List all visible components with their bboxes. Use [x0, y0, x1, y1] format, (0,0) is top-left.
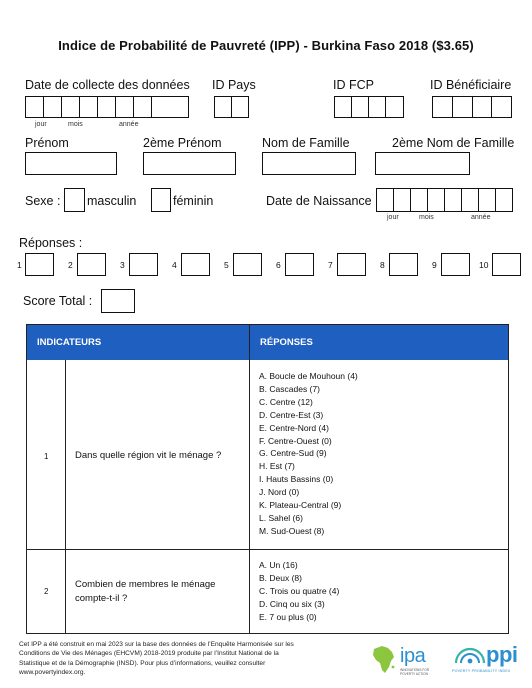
- header-indicateurs: INDICATEURS: [37, 337, 102, 348]
- response-number: 3: [120, 260, 125, 270]
- question-line: Combien de membres le ménage: [75, 579, 216, 590]
- score-total-label: Score Total :: [23, 294, 93, 308]
- option-item[interactable]: H. Est (7): [259, 461, 295, 472]
- feminin-label: féminin: [173, 194, 214, 208]
- nom-field[interactable]: [262, 152, 356, 175]
- nom2-label: 2ème Nom de Famille: [392, 136, 515, 150]
- option-item[interactable]: C. Trois ou quatre (4): [259, 585, 340, 596]
- option-item[interactable]: G. Centre-Sud (9): [259, 448, 327, 459]
- jour-sublabel: jour: [35, 121, 47, 128]
- option-item[interactable]: A. Un (16): [259, 560, 298, 570]
- feminin-checkbox[interactable]: [151, 188, 171, 212]
- response-number: 8: [380, 260, 385, 270]
- option-item[interactable]: D. Centre-Est (3): [259, 409, 324, 420]
- indicators-table: [26, 324, 509, 634]
- response-box-10[interactable]: [492, 253, 521, 276]
- id-beneficiaire-label: ID Bénéficiaire: [430, 78, 512, 92]
- row-number: 1: [44, 452, 49, 461]
- annee-sublabel: année: [119, 121, 139, 128]
- ipa-tagline: INNOVATIONS FOR POVERTY ACTION: [400, 668, 430, 676]
- reponses-label: Réponses :: [19, 236, 83, 250]
- response-box-3[interactable]: [129, 253, 158, 276]
- response-number: 10: [479, 260, 489, 270]
- id-beneficiaire-field[interactable]: [432, 96, 512, 118]
- footer-line: Statistique et de la Démographie (INSD). Pour plus d’informations, veuillez consulter: [19, 659, 266, 667]
- row-divider: [27, 549, 508, 550]
- ppi-arc-icon: [452, 645, 488, 667]
- option-item[interactable]: F. Centre-Ouest (0): [259, 435, 332, 446]
- response-box-4[interactable]: [181, 253, 210, 276]
- id-fcp-label: ID FCP: [333, 78, 374, 92]
- question-text: [75, 578, 215, 606]
- response-number: 1: [17, 260, 22, 270]
- masculin-label: masculin: [87, 194, 137, 208]
- nom2-field[interactable]: [375, 152, 470, 175]
- options-list: [259, 370, 358, 538]
- column-divider: [249, 325, 250, 633]
- response-number: 7: [328, 260, 333, 270]
- response-box-9[interactable]: [441, 253, 470, 276]
- response-number: 4: [172, 260, 177, 270]
- response-box-6[interactable]: [285, 253, 314, 276]
- option-item[interactable]: B. Deux (8): [259, 572, 302, 583]
- id-pays-field[interactable]: [214, 96, 249, 118]
- footer-line: Conditions de Vie des Ménages (EHCVM) 2018-2019 produite par l’Institut National de la: [19, 650, 279, 658]
- ppi-wordmark: ppi: [486, 642, 518, 667]
- question-line: compte-t-il ?: [75, 593, 128, 604]
- row-number: 2: [44, 587, 49, 596]
- response-box-7[interactable]: [337, 253, 366, 276]
- header-reponses: RÉPONSES: [260, 337, 313, 348]
- naissance-annee-sublabel: année: [471, 214, 491, 221]
- response-number: 5: [224, 260, 229, 270]
- prenom2-field[interactable]: [143, 152, 236, 175]
- option-item[interactable]: B. Cascades (7): [259, 383, 320, 394]
- score-total-field[interactable]: [101, 289, 135, 313]
- page-title: Indice de Probabilité de Pauvreté (IPP) - Burkina Faso 2018 ($3.65): [58, 38, 474, 53]
- masculin-checkbox[interactable]: [64, 188, 85, 212]
- date-collecte-field[interactable]: [25, 96, 189, 118]
- naissance-mois-sublabel: mois: [419, 214, 434, 221]
- mois-sublabel: mois: [68, 121, 83, 128]
- option-item[interactable]: L. Sahel (6): [259, 512, 303, 523]
- response-box-2[interactable]: [77, 253, 106, 276]
- option-item[interactable]: E. 7 ou plus (0): [259, 611, 317, 622]
- number-column-divider: [65, 360, 66, 633]
- response-box-1[interactable]: [25, 253, 54, 276]
- date-collecte-label: Date de collecte des données: [25, 78, 190, 92]
- prenom-field[interactable]: [25, 152, 117, 175]
- footer-line: Cet IPP a été construit en mai 2023 sur la base des données de l’Enquête Harmonisée sur les: [19, 641, 294, 648]
- option-item[interactable]: K. Plateau-Central (9): [259, 500, 342, 511]
- response-number: 9: [432, 260, 437, 270]
- option-item[interactable]: E. Centre-Nord (4): [259, 422, 329, 433]
- question-text: Dans quelle région vit le ménage ?: [75, 450, 222, 461]
- id-pays-label: ID Pays: [212, 78, 256, 92]
- footer-link[interactable]: www.povertyindex.org.: [19, 669, 86, 677]
- prenom-label: Prénom: [25, 136, 69, 150]
- response-number: 2: [68, 260, 73, 270]
- sexe-label: Sexe :: [25, 194, 61, 208]
- footer-text: [19, 640, 359, 678]
- response-box-5[interactable]: [233, 253, 262, 276]
- id-fcp-field[interactable]: [334, 96, 404, 118]
- ipa-logo: [370, 643, 440, 677]
- ipa-wordmark: ipa: [400, 645, 426, 667]
- option-item[interactable]: I. Hauts Bassins (0): [259, 474, 334, 485]
- prenom2-label: 2ème Prénom: [143, 136, 222, 150]
- nom-label: Nom de Famille: [262, 136, 350, 150]
- naissance-jour-sublabel: jour: [387, 214, 399, 221]
- option-item[interactable]: C. Centre (12): [259, 396, 313, 407]
- date-naissance-field[interactable]: [376, 188, 513, 212]
- ppi-logo: [452, 643, 524, 677]
- ppi-tagline: POVERTY PROBABILITY INDEX: [452, 669, 511, 673]
- response-number: 6: [276, 260, 281, 270]
- option-item[interactable]: D. Cinq ou six (3): [259, 598, 325, 609]
- option-item[interactable]: M. Sud-Ouest (8): [259, 525, 325, 536]
- response-box-8[interactable]: [389, 253, 418, 276]
- date-naissance-label: Date de Naissance: [266, 194, 372, 208]
- option-item[interactable]: J. Nord (0): [259, 487, 300, 498]
- option-item[interactable]: A. Boucle de Mouhoun (4): [259, 371, 358, 381]
- options-list: [259, 559, 339, 624]
